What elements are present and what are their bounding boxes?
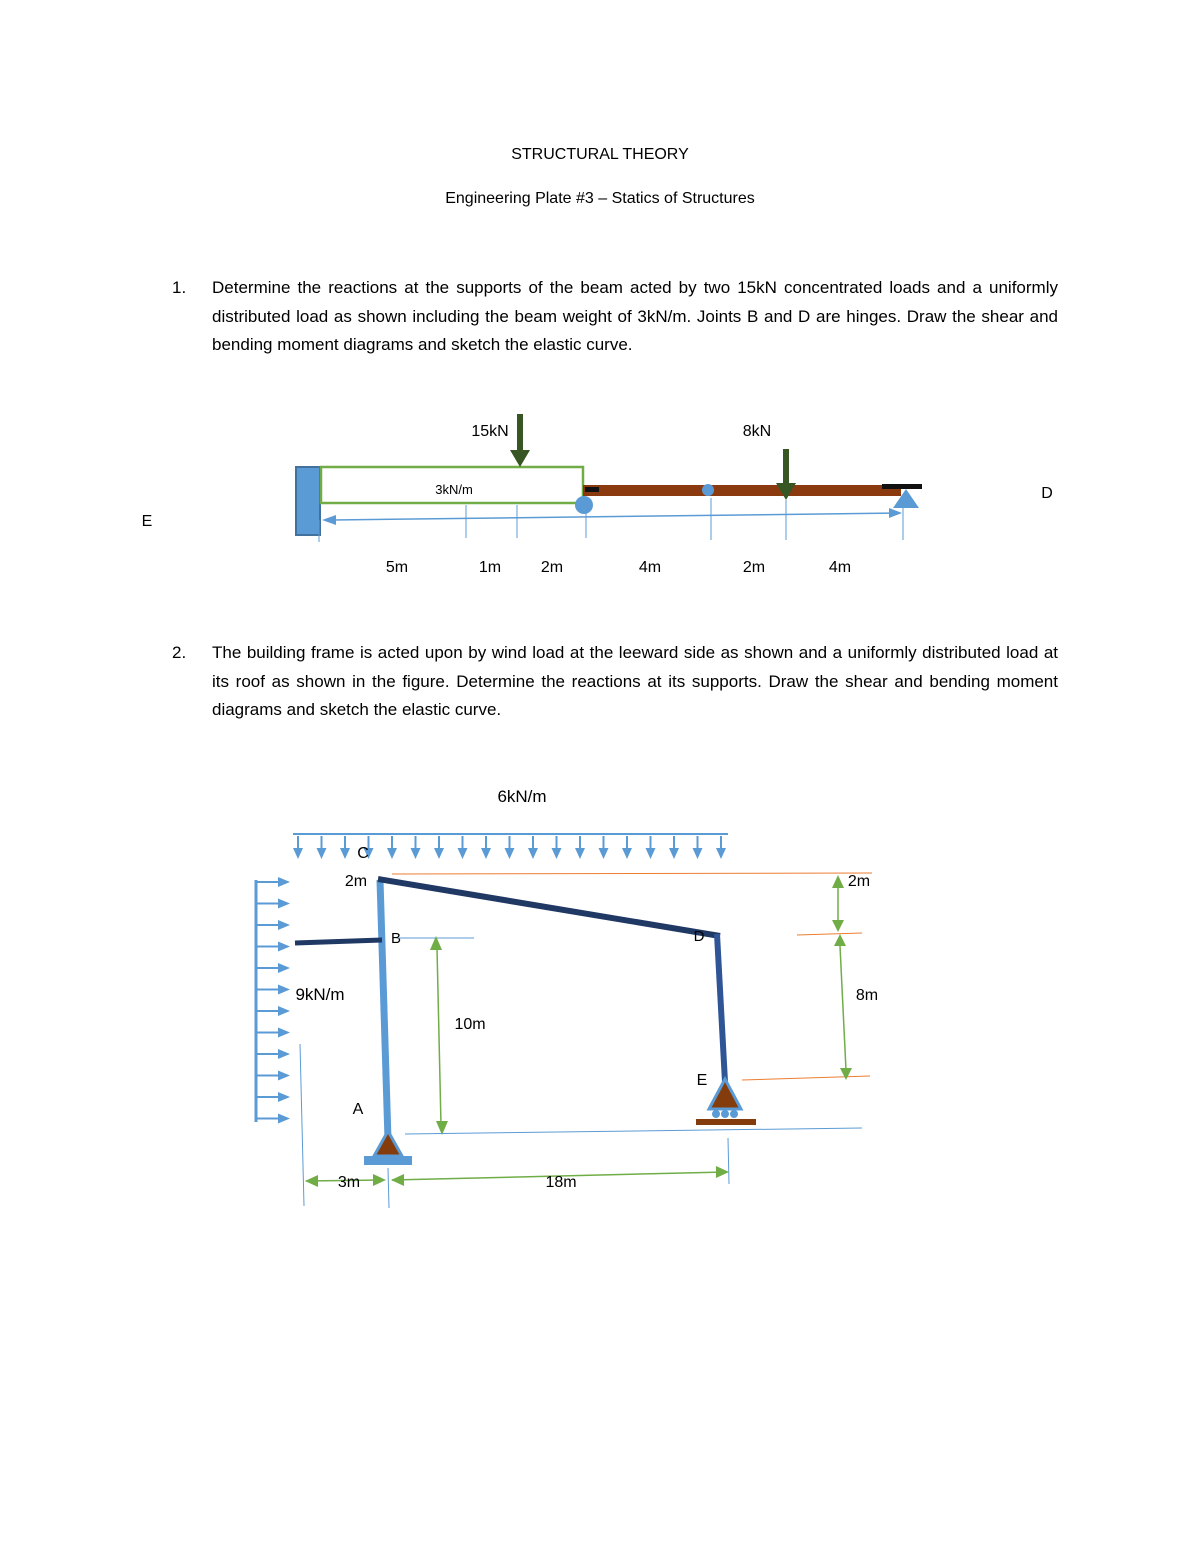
roof-load-arrowhead	[293, 848, 303, 859]
roof-load-arrowhead	[622, 848, 632, 859]
wind-load-arrowhead	[278, 1006, 290, 1016]
roof-load-arrowhead	[669, 848, 679, 859]
roller-support-e	[709, 1079, 741, 1109]
label-b: B	[390, 930, 402, 947]
dim-label: 2m	[742, 559, 766, 576]
dim-height-right	[840, 946, 846, 1070]
dim-label: 4m	[828, 559, 852, 576]
dim-label: 5m	[385, 559, 409, 576]
udl-label: 3kN/m	[435, 482, 473, 497]
wind-load-arrowhead	[278, 1114, 290, 1124]
problem-1-number: 1.	[172, 278, 187, 297]
dim-label: 1m	[478, 559, 502, 576]
label-d: D	[693, 928, 705, 945]
dim-arrowhead	[716, 1166, 729, 1178]
label-c: C	[357, 845, 369, 862]
load-15kn-label: 15kN	[471, 423, 509, 440]
support-e-base	[696, 1119, 756, 1125]
dim-label: 2m	[540, 559, 564, 576]
roof-load-arrowhead	[458, 848, 468, 859]
dim-ext-line-orange	[797, 933, 862, 935]
roof-load-arrowhead	[434, 848, 444, 859]
wind-load-arrowhead	[278, 899, 290, 909]
wind-load-arrowhead	[278, 1071, 290, 1081]
roller-wheel	[712, 1110, 720, 1118]
dim-arrowhead	[840, 1068, 852, 1080]
roller-wheel	[721, 1110, 729, 1118]
roof-load-arrowhead	[575, 848, 585, 859]
dim-base-span-label: 18m	[545, 1174, 577, 1191]
dim-height-left-label: 10m	[454, 1016, 486, 1033]
wind-load-arrows	[256, 877, 290, 1124]
left-column	[380, 880, 388, 1140]
label-e: E	[141, 513, 153, 530]
roof-load-arrowhead	[646, 848, 656, 859]
roof-load-arrowhead	[599, 848, 609, 859]
dim-ext-line	[300, 1044, 304, 1206]
dim-top-left: 2m	[344, 873, 368, 890]
roof-load-arrowhead	[552, 848, 562, 859]
roof-load-arrowhead	[340, 848, 350, 859]
problem-2-number: 2.	[172, 643, 187, 662]
dim-arrowhead	[305, 1175, 318, 1187]
roof-load-arrowhead	[716, 848, 726, 859]
dim-ext-line-orange	[742, 1076, 870, 1080]
support-a-base	[364, 1156, 412, 1165]
roof-member	[378, 879, 720, 936]
wind-load-arrowhead	[278, 963, 290, 973]
roof-load-label: 6kN/m	[497, 787, 547, 806]
wind-load-arrowhead	[278, 1092, 290, 1102]
problem-1-text: Determine the reactions at the supports of the beam acted by two 15kN concentrated loads and a uniformly distributed load as shown including the beam weight of 3kN/m. Joints B and D are hinges. Draw the shear and bending moment diagrams and sketch the elastic curve.	[212, 278, 1058, 354]
wind-load-arrowhead	[278, 920, 290, 930]
dim-ext-line	[388, 1168, 389, 1208]
dim-ext-line	[405, 1128, 862, 1134]
label-a: A	[352, 1101, 364, 1118]
dim-ext-line	[728, 1138, 729, 1184]
pin-support-a	[374, 1131, 402, 1156]
problem-2-text: The building frame is acted upon by wind load at the leeward side as shown and a uniformly distributed load at its roof as shown in the figure. Determine the reactions at its supports. Draw the shear and bending moment diagrams and sketch the elastic curve.	[212, 643, 1058, 719]
dim-arrowhead	[832, 920, 844, 932]
wind-load-arrowhead	[278, 942, 290, 952]
roof-load-arrowhead	[317, 848, 327, 859]
dim-base-left-label: 3m	[337, 1174, 361, 1191]
roof-load-arrowhead	[528, 848, 538, 859]
dim-height-left	[437, 948, 441, 1125]
wind-load-arrowhead	[278, 1049, 290, 1059]
dim-arrowhead	[373, 1174, 386, 1186]
dim-label: 4m	[638, 559, 662, 576]
roof-load-arrowhead	[411, 848, 421, 859]
wind-load-arrowhead	[278, 877, 290, 887]
roof-load-arrowhead	[693, 848, 703, 859]
roof-load-arrowhead	[481, 848, 491, 859]
load-8kn-label: 8kN	[742, 423, 772, 440]
cantilever-member	[295, 940, 382, 943]
dim-top-right-label: 2m	[847, 873, 871, 890]
label-e: E	[696, 1072, 708, 1089]
dim-ext-line-orange	[392, 873, 872, 874]
course-title: STRUCTURAL THEORY	[511, 146, 689, 163]
dim-arrowhead	[832, 875, 844, 888]
plate-title: Engineering Plate #3 – Statics of Structures	[445, 190, 755, 207]
right-column	[717, 934, 725, 1082]
dim-arrowhead	[834, 934, 846, 946]
label-d: D	[1041, 485, 1053, 502]
roller-wheel	[730, 1110, 738, 1118]
dim-arrowhead	[436, 1121, 448, 1135]
roof-load-arrowhead	[387, 848, 397, 859]
dim-arrowhead	[391, 1174, 404, 1186]
wind-load-arrowhead	[278, 985, 290, 995]
wind-load-arrowhead	[278, 1028, 290, 1038]
wind-load-label: 9kN/m	[295, 985, 345, 1004]
dim-height-right-label: 8m	[855, 987, 879, 1004]
roof-load-arrowhead	[505, 848, 515, 859]
